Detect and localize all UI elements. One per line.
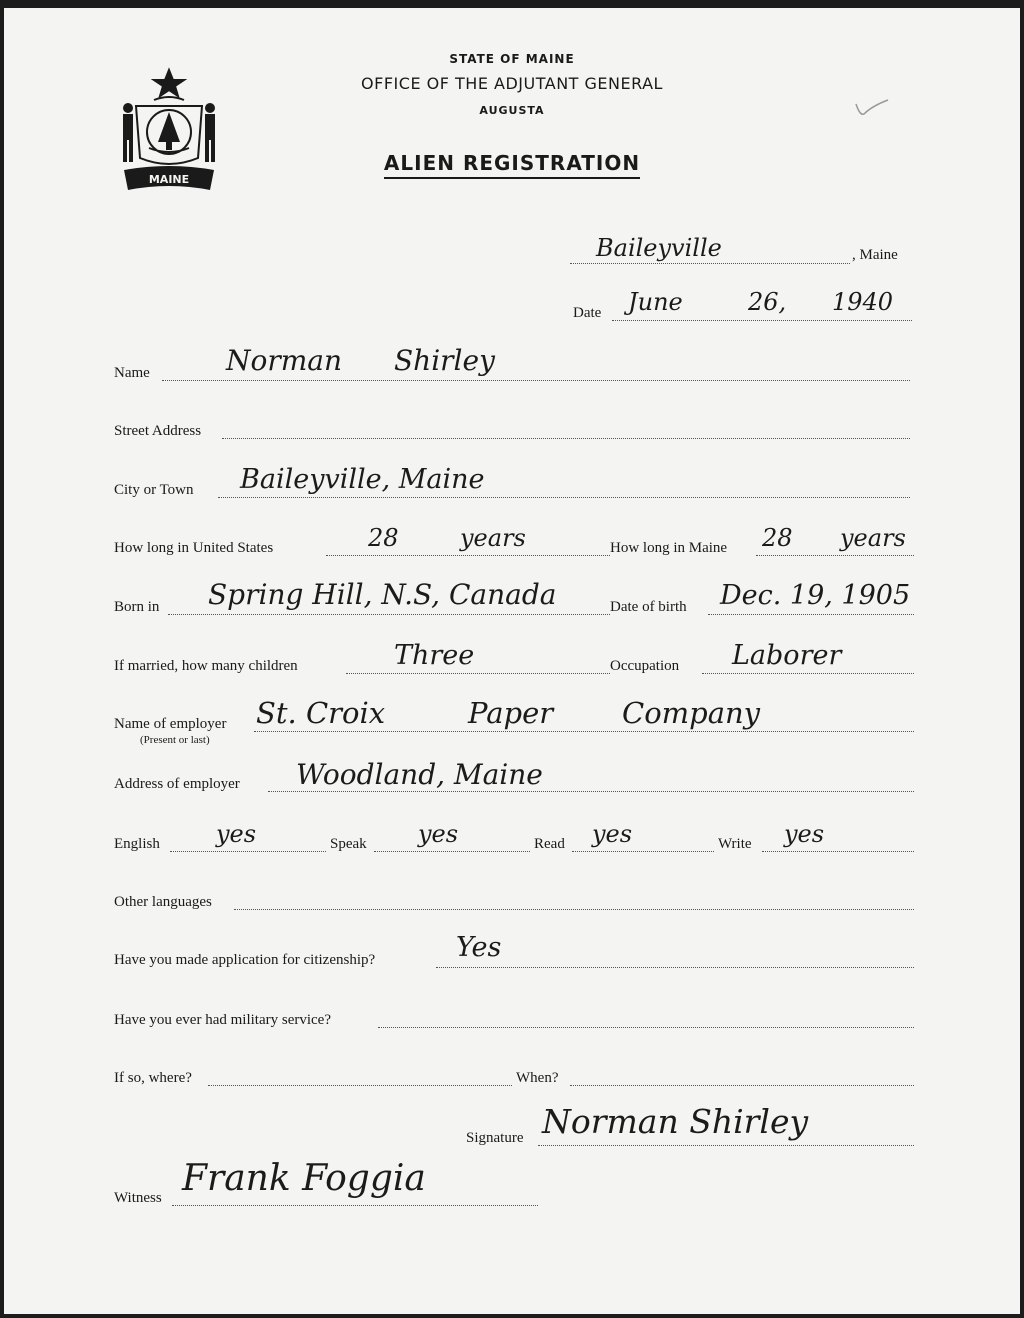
date-month-value: June xyxy=(628,288,683,316)
read-label: Read xyxy=(534,836,565,852)
employer-line xyxy=(254,731,914,732)
occupation-label: Occupation xyxy=(610,658,680,674)
long-us-unit: years xyxy=(460,524,526,552)
employer-address-value: Woodland, Maine xyxy=(296,758,543,791)
long-maine-label: How long in Maine xyxy=(610,540,728,556)
long-us-num: 28 xyxy=(368,524,399,552)
name-line xyxy=(162,380,910,381)
english-line xyxy=(170,851,326,852)
city-heading: AUGUSTA xyxy=(479,104,545,117)
town-value: Baileyville xyxy=(596,234,722,262)
employer-label: Name of employer xyxy=(114,716,227,732)
signature-value: Norman Shirley xyxy=(542,1102,809,1141)
speak-value: yes xyxy=(418,820,459,848)
citizenship-label: Have you made application for citizenship? xyxy=(114,952,376,968)
employer-address-label: Address of employer xyxy=(114,776,240,792)
long-us-label: How long in United States xyxy=(114,540,274,556)
read-line xyxy=(572,851,714,852)
registration-form xyxy=(4,8,1020,1314)
witness-line xyxy=(172,1205,538,1206)
born-in-label: Born in xyxy=(114,599,160,615)
citizenship-line xyxy=(436,967,914,968)
witness-label: Witness xyxy=(114,1190,162,1206)
born-in-value: Spring Hill, N.S, Canada xyxy=(208,578,557,611)
born-in-line xyxy=(168,614,610,615)
street-line xyxy=(222,438,910,439)
read-value: yes xyxy=(592,820,633,848)
name-last-value: Shirley xyxy=(394,344,495,377)
dob-label: Date of birth xyxy=(610,599,687,615)
where-line xyxy=(208,1085,512,1086)
street-label: Street Address xyxy=(114,423,202,439)
city-value: Baileyville, Maine xyxy=(240,464,485,495)
military-label: Have you ever had military service? xyxy=(114,1012,331,1028)
speak-label: Speak xyxy=(330,836,367,852)
signature-label: Signature xyxy=(466,1130,524,1146)
employer-value-b: Paper xyxy=(468,696,554,730)
long-maine-line xyxy=(756,555,914,556)
when-label: When? xyxy=(516,1070,559,1086)
employer-value-c: Company xyxy=(622,696,761,730)
long-maine-num: 28 xyxy=(762,524,793,552)
children-line xyxy=(346,673,610,674)
witness-value: Frank Foggia xyxy=(182,1158,426,1199)
date-day-value: 26, xyxy=(748,288,787,316)
date-line xyxy=(612,320,912,321)
dob-value: Dec. 19, 1905 xyxy=(720,580,911,611)
employer-address-line xyxy=(268,791,914,792)
english-value: yes xyxy=(216,820,257,848)
city-line xyxy=(218,497,910,498)
citizenship-value: Yes xyxy=(456,932,502,963)
date-label: Date xyxy=(573,305,602,321)
employer-sub-label: (Present or last) xyxy=(140,734,210,746)
employer-value-a: St. Croix xyxy=(256,696,386,730)
where-label: If so, where? xyxy=(114,1070,192,1086)
children-value: Three xyxy=(394,640,475,671)
dob-line xyxy=(708,614,914,615)
signature-line xyxy=(538,1145,914,1146)
speak-line xyxy=(374,851,530,852)
write-label: Write xyxy=(718,836,752,852)
write-value: yes xyxy=(784,820,825,848)
long-us-line xyxy=(326,555,610,556)
children-label: If married, how many children xyxy=(114,658,298,674)
occupation-line xyxy=(702,673,914,674)
maine-label: , Maine xyxy=(852,247,898,263)
form-title: ALIEN REGISTRATION xyxy=(4,151,1020,179)
other-languages-label: Other languages xyxy=(114,894,212,910)
occupation-value: Laborer xyxy=(732,640,842,671)
other-languages-line xyxy=(234,909,914,910)
write-line xyxy=(762,851,914,852)
date-year-value: 1940 xyxy=(832,288,894,316)
check-mark-icon xyxy=(854,96,894,120)
military-line xyxy=(378,1027,914,1028)
office-heading: OFFICE OF THE ADJUTANT GENERAL xyxy=(361,74,663,93)
town-line xyxy=(570,263,850,264)
city-label: City or Town xyxy=(114,482,194,498)
name-first-value: Norman xyxy=(226,344,343,377)
name-label: Name xyxy=(114,365,150,381)
seal-text: MAINE xyxy=(148,173,190,186)
english-label: English xyxy=(114,836,160,852)
long-maine-unit: years xyxy=(840,524,906,552)
state-heading: STATE OF MAINE xyxy=(449,52,575,66)
when-line xyxy=(570,1085,914,1086)
